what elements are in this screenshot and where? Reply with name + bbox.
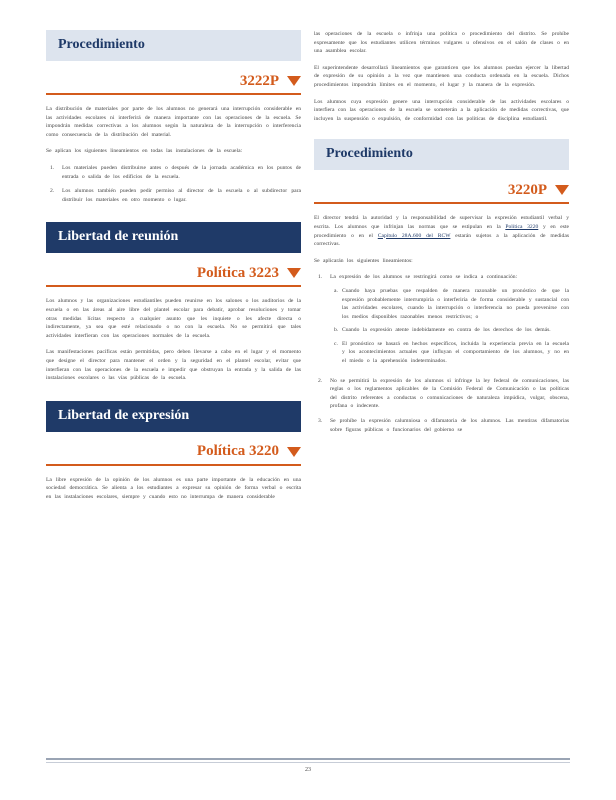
text-run: y en este procedimiento o en el xyxy=(314,223,570,239)
numbered-list xyxy=(46,164,301,204)
list-number: 2. xyxy=(50,188,55,195)
paragraph: Se aplican los siguientes lineamientos en todas las instalaciones de la escuela: xyxy=(46,148,243,155)
list-item xyxy=(314,377,569,411)
right-column xyxy=(314,30,569,442)
sub-text: El pronóstico se basará en hechos específicos, incluida la experiencia previa en la escuela y los acontecimientos actuales que influyan el comportamiento de los alumnos, y no en el miedo o la aprehensión indeterminados. xyxy=(342,340,569,365)
triangle-down-icon xyxy=(287,76,301,86)
policy-number: 3222P xyxy=(239,72,279,89)
text-run: estarán sujetos a la aplicación de medidas correctivas. xyxy=(314,232,570,248)
section-title: Procedimiento xyxy=(326,146,413,162)
paragraph xyxy=(314,214,569,248)
section-header-procedimiento xyxy=(314,139,569,170)
paragraph: El superintendente desarrollará lineamientos que garanticen que los alumnos puedan ejercer la libertad de expresión de su opinión a la vez que mantienen una conducta ordenada en la escuela. Dichos procedimientos impondrán límites en el momento, el lugar y la manera de la expresión. xyxy=(314,64,569,88)
numbered-list xyxy=(314,273,569,434)
divider xyxy=(46,464,301,466)
list-item xyxy=(46,164,301,181)
policy-link[interactable]: Política 3220 xyxy=(505,223,539,230)
list-text: No se permitirá la expresión de los alumnos si infringe la ley federal de comunicaciones, las reglas o los reglamentos aplicables de la Comisión Federal de Comunicación o las políticas del distrito referentes a conductas o comunicaciones de naturaleza impúdica, vulgar, obscena, profana o indecente. xyxy=(330,377,569,410)
list-text: Los materiales pueden distribuirse antes o después de la jornada académica en los puntos de entrada o salida de los edificios de la escuela. xyxy=(62,164,301,180)
divider xyxy=(314,202,569,204)
paragraph: las operaciones de la escuela o infrinja una política o procedimiento del distrito. Se prohíbe expresamente que los estudiantes utilicen términos vulgares u ofensivos en el salón de clases o en una asamblea escolar. xyxy=(314,31,569,55)
list-number: 3. xyxy=(318,418,323,425)
divider xyxy=(46,285,301,287)
triangle-down-icon xyxy=(555,185,569,195)
paragraph: La libre expresión de la opinión de los alumnos es una parte importante de la educación en una sociedad democrática. Se alienta a los estudiantes a expresar su opinión de forma verbal o escrita en las instalaciones escolares, siempre y cuando esto no interrumpa de manera considerable xyxy=(46,476,301,500)
list-number: 1. xyxy=(50,164,55,171)
footer-divider xyxy=(46,762,570,763)
footer-divider xyxy=(46,758,570,760)
section-header-libertad-reunion xyxy=(46,222,301,253)
policy-number: Política 3220 xyxy=(196,443,279,460)
policy-heading xyxy=(314,178,569,202)
paragraph: Los alumnos y las organizaciones estudiantiles pueden reunirse en los salones o los auditorios de la escuela o en las áreas al aire libre del plantel escolar para debatir, aprobar resoluciones y tomar otras medidas lícitas respecto a cualquier asunto que les inquiete o les afecte directa o indirectamente, ya sea que esté relacionado o no con la escuela. No se permitirá que tales actividades interfieran con las operaciones normales de la escuela. xyxy=(46,298,301,339)
sub-list-item xyxy=(330,287,569,321)
paragraph: Se aplicarán los siguientes lineamientos: xyxy=(314,257,413,264)
sub-list xyxy=(314,287,569,371)
list-item xyxy=(314,273,569,370)
rcw-link[interactable]: Capítulo 28A.600 del RCW xyxy=(377,232,451,239)
sub-text: Cuando haya pruebas que respalden de manera razonable un pronóstico de que la expresión probablemente interrumpiría o interferiría de forma considerable y sustancial con las actividades escolares, cuando la interrupción o interferencia no pueda prevenirse con los medios disponibles razonables menos restrictivos; o xyxy=(342,287,569,320)
paragraph: Los alumnos cuya expresión genere una interrupción considerable de las actividades escolares o interfiera con las operaciones de la escuela se someterán a la aplicación de medidas correctivas, que incluyen la suspensión o expulsión, de conformidad con las políticas de disciplina estudiantil. xyxy=(314,98,569,122)
left-column xyxy=(46,30,301,509)
list-number: 1. xyxy=(318,274,323,281)
section-title: Libertad de reunión xyxy=(58,229,179,245)
list-item xyxy=(46,187,301,204)
triangle-down-icon xyxy=(287,447,301,457)
divider xyxy=(46,93,301,95)
policy-heading xyxy=(46,440,301,464)
list-text: La expresión de los alumnos se restringirá como se indica a continuación: xyxy=(330,274,518,281)
sub-number: c. xyxy=(334,340,338,347)
section-header-libertad-expresion xyxy=(46,401,301,432)
list-text: Se prohíbe la expresión calumniosa o difamatoria de los alumnos. Las mentiras difamatorias sobre figuras públicas o funcionarios del gobierno se xyxy=(330,418,569,433)
policy-heading xyxy=(46,69,301,93)
section-header-procedimiento xyxy=(46,30,301,61)
paragraph: La distribución de materiales por parte de los alumnos no generará una interrupción considerable en las actividades escolares ni interferirá de manera importante con las operaciones de la escuela. Se impondrán medidas correctivas a los alumnos según la naturaleza de la interrupción o interferencia como consecuencia de la distribución del material. xyxy=(46,106,301,138)
section-title: Procedimiento xyxy=(58,37,145,52)
sub-list-item xyxy=(330,340,569,366)
policy-number: 3220P xyxy=(507,181,547,198)
list-item xyxy=(314,417,569,434)
list-text: Los alumnos también pueden pedir permiso al director de la escuela o al subdirector para distribuir los materiales en otro momento o lugar. xyxy=(62,188,301,203)
list-number: 2. xyxy=(318,377,323,384)
section-title: Libertad de expresión xyxy=(58,407,190,423)
sub-list-item xyxy=(330,326,569,335)
sub-text: Cuando la expresión atente indebidamente en contra de los derechos de los demás. xyxy=(342,327,551,334)
triangle-down-icon xyxy=(287,268,301,278)
policy-heading xyxy=(46,261,301,285)
sub-number: a. xyxy=(334,287,338,294)
policy-number: Política 3223 xyxy=(196,264,279,281)
text-run: El director tendrá la autoridad y la responsabilidad de supervisar la expresión estudiantil verbal y escrita. Los alumnos que infrinjan las normas que se estipulan en la xyxy=(314,215,569,230)
sub-number: b. xyxy=(334,327,339,334)
page-number: 23 xyxy=(305,767,311,773)
paragraph: Las manifestaciones pacíficas están permitidas, pero deben llevarse a cabo en el lugar y el momento que designe el director para mantener el orden y la seguridad en el plantel escolar, evitar que interfieran con las operaciones de la escuela e impedir que obstruyan la entrada y la salida de las instalaciones escolares o las vías públicas de la escuela. xyxy=(46,349,301,382)
